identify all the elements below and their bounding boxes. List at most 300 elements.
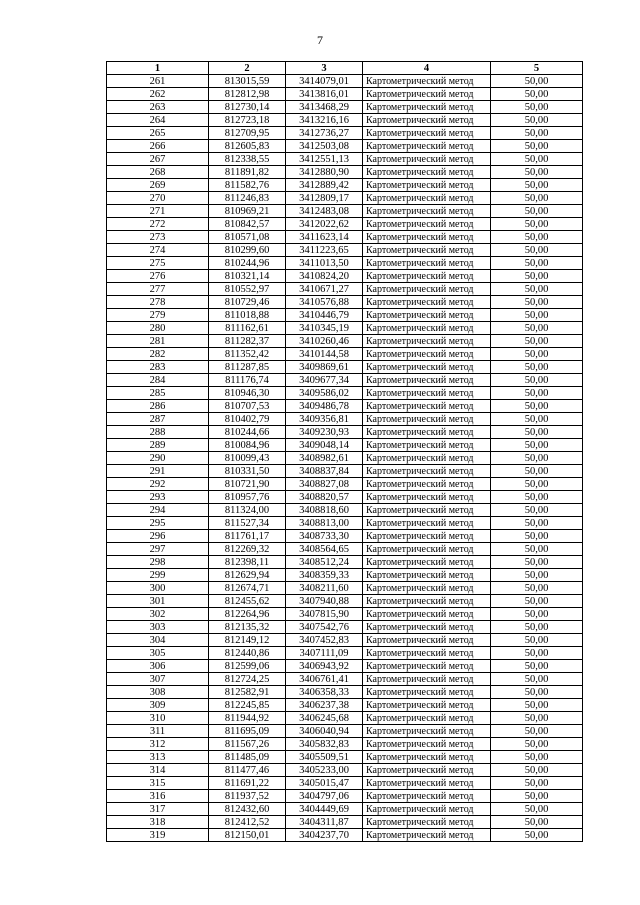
point-number-cell: 280 bbox=[107, 322, 209, 335]
table-row bbox=[107, 270, 583, 283]
point-number-cell: 276 bbox=[107, 270, 209, 283]
point-number-cell: 299 bbox=[107, 569, 209, 582]
method-cell: Картометрический метод bbox=[363, 504, 491, 517]
accuracy-cell: 50,00 bbox=[491, 335, 583, 348]
y-coordinate-cell: 3411223,65 bbox=[286, 244, 363, 257]
table-row bbox=[107, 517, 583, 530]
method-cell: Картометрический метод bbox=[363, 166, 491, 179]
accuracy-cell: 50,00 bbox=[491, 595, 583, 608]
table-row bbox=[107, 829, 583, 842]
y-coordinate-cell: 3413816,01 bbox=[286, 88, 363, 101]
accuracy-cell: 50,00 bbox=[491, 166, 583, 179]
accuracy-cell: 50,00 bbox=[491, 75, 583, 88]
table-row bbox=[107, 790, 583, 803]
method-cell: Картометрический метод bbox=[363, 140, 491, 153]
point-number-cell: 306 bbox=[107, 660, 209, 673]
accuracy-cell: 50,00 bbox=[491, 192, 583, 205]
point-number-cell: 268 bbox=[107, 166, 209, 179]
point-number-cell: 301 bbox=[107, 595, 209, 608]
x-coordinate-cell: 812149,12 bbox=[209, 634, 286, 647]
point-number-cell: 317 bbox=[107, 803, 209, 816]
point-number-cell: 265 bbox=[107, 127, 209, 140]
accuracy-cell: 50,00 bbox=[491, 296, 583, 309]
x-coordinate-cell: 811527,34 bbox=[209, 517, 286, 530]
accuracy-cell: 50,00 bbox=[491, 504, 583, 517]
accuracy-cell: 50,00 bbox=[491, 179, 583, 192]
accuracy-cell: 50,00 bbox=[491, 712, 583, 725]
point-number-cell: 271 bbox=[107, 205, 209, 218]
point-number-cell: 310 bbox=[107, 712, 209, 725]
y-coordinate-cell: 3412551,13 bbox=[286, 153, 363, 166]
table-row bbox=[107, 751, 583, 764]
y-coordinate-cell: 3412503,08 bbox=[286, 140, 363, 153]
accuracy-cell: 50,00 bbox=[491, 270, 583, 283]
method-cell: Картометрический метод bbox=[363, 556, 491, 569]
accuracy-cell: 50,00 bbox=[491, 543, 583, 556]
table-row bbox=[107, 322, 583, 335]
point-number-cell: 292 bbox=[107, 478, 209, 491]
x-coordinate-cell: 812723,18 bbox=[209, 114, 286, 127]
method-cell: Картометрический метод bbox=[363, 569, 491, 582]
y-coordinate-cell: 3410824,20 bbox=[286, 270, 363, 283]
method-cell: Картометрический метод bbox=[363, 101, 491, 114]
accuracy-cell: 50,00 bbox=[491, 673, 583, 686]
method-cell: Картометрический метод bbox=[363, 751, 491, 764]
table-row bbox=[107, 816, 583, 829]
method-cell: Картометрический метод bbox=[363, 413, 491, 426]
x-coordinate-cell: 812135,32 bbox=[209, 621, 286, 634]
table-row bbox=[107, 205, 583, 218]
x-coordinate-cell: 812724,25 bbox=[209, 673, 286, 686]
method-cell: Картометрический метод bbox=[363, 309, 491, 322]
point-number-cell: 313 bbox=[107, 751, 209, 764]
table-row bbox=[107, 452, 583, 465]
coordinates-table bbox=[106, 61, 583, 842]
y-coordinate-cell: 3409486,78 bbox=[286, 400, 363, 413]
point-number-cell: 311 bbox=[107, 725, 209, 738]
table-row bbox=[107, 348, 583, 361]
method-cell: Картометрический метод bbox=[363, 426, 491, 439]
point-number-cell: 272 bbox=[107, 218, 209, 231]
x-coordinate-cell: 811282,37 bbox=[209, 335, 286, 348]
accuracy-cell: 50,00 bbox=[491, 218, 583, 231]
x-coordinate-cell: 810299,60 bbox=[209, 244, 286, 257]
table-row bbox=[107, 764, 583, 777]
point-number-cell: 316 bbox=[107, 790, 209, 803]
table-row bbox=[107, 803, 583, 816]
y-coordinate-cell: 3411013,50 bbox=[286, 257, 363, 270]
table-row bbox=[107, 660, 583, 673]
accuracy-cell: 50,00 bbox=[491, 244, 583, 257]
y-coordinate-cell: 3406358,33 bbox=[286, 686, 363, 699]
y-coordinate-cell: 3409048,14 bbox=[286, 439, 363, 452]
table-row bbox=[107, 88, 583, 101]
table-row bbox=[107, 75, 583, 88]
point-number-cell: 315 bbox=[107, 777, 209, 790]
table-row bbox=[107, 179, 583, 192]
x-coordinate-cell: 812440,86 bbox=[209, 647, 286, 660]
table-row bbox=[107, 231, 583, 244]
column-header-3: 3 bbox=[286, 62, 363, 75]
method-cell: Картометрический метод bbox=[363, 400, 491, 413]
accuracy-cell: 50,00 bbox=[491, 751, 583, 764]
x-coordinate-cell: 811761,17 bbox=[209, 530, 286, 543]
y-coordinate-cell: 3405509,51 bbox=[286, 751, 363, 764]
table-row bbox=[107, 101, 583, 114]
y-coordinate-cell: 3404449,69 bbox=[286, 803, 363, 816]
accuracy-cell: 50,00 bbox=[491, 777, 583, 790]
x-coordinate-cell: 810707,53 bbox=[209, 400, 286, 413]
y-coordinate-cell: 3406761,41 bbox=[286, 673, 363, 686]
x-coordinate-cell: 812730,14 bbox=[209, 101, 286, 114]
y-coordinate-cell: 3409586,02 bbox=[286, 387, 363, 400]
table-row bbox=[107, 569, 583, 582]
method-cell: Картометрический метод bbox=[363, 465, 491, 478]
method-cell: Картометрический метод bbox=[363, 192, 491, 205]
x-coordinate-cell: 810552,97 bbox=[209, 283, 286, 296]
y-coordinate-cell: 3408837,84 bbox=[286, 465, 363, 478]
table-row bbox=[107, 166, 583, 179]
method-cell: Картометрический метод bbox=[363, 374, 491, 387]
point-number-cell: 314 bbox=[107, 764, 209, 777]
y-coordinate-cell: 3410345,19 bbox=[286, 322, 363, 335]
table-row bbox=[107, 725, 583, 738]
x-coordinate-cell: 811891,82 bbox=[209, 166, 286, 179]
y-coordinate-cell: 3408820,57 bbox=[286, 491, 363, 504]
y-coordinate-cell: 3409230,93 bbox=[286, 426, 363, 439]
accuracy-cell: 50,00 bbox=[491, 400, 583, 413]
y-coordinate-cell: 3410671,27 bbox=[286, 283, 363, 296]
y-coordinate-cell: 3412889,42 bbox=[286, 179, 363, 192]
method-cell: Картометрический метод bbox=[363, 205, 491, 218]
accuracy-cell: 50,00 bbox=[491, 699, 583, 712]
accuracy-cell: 50,00 bbox=[491, 608, 583, 621]
point-number-cell: 295 bbox=[107, 517, 209, 530]
accuracy-cell: 50,00 bbox=[491, 465, 583, 478]
table-row bbox=[107, 387, 583, 400]
accuracy-cell: 50,00 bbox=[491, 153, 583, 166]
method-cell: Картометрический метод bbox=[363, 621, 491, 634]
accuracy-cell: 50,00 bbox=[491, 556, 583, 569]
table-body bbox=[107, 75, 583, 842]
accuracy-cell: 50,00 bbox=[491, 725, 583, 738]
table-row bbox=[107, 595, 583, 608]
method-cell: Картометрический метод bbox=[363, 218, 491, 231]
method-cell: Картометрический метод bbox=[363, 257, 491, 270]
x-coordinate-cell: 812582,91 bbox=[209, 686, 286, 699]
method-cell: Картометрический метод bbox=[363, 829, 491, 842]
x-coordinate-cell: 812605,83 bbox=[209, 140, 286, 153]
accuracy-cell: 50,00 bbox=[491, 413, 583, 426]
accuracy-cell: 50,00 bbox=[491, 478, 583, 491]
accuracy-cell: 50,00 bbox=[491, 569, 583, 582]
table-row bbox=[107, 244, 583, 257]
x-coordinate-cell: 812398,11 bbox=[209, 556, 286, 569]
point-number-cell: 298 bbox=[107, 556, 209, 569]
method-cell: Картометрический метод bbox=[363, 244, 491, 257]
table-row bbox=[107, 491, 583, 504]
x-coordinate-cell: 812432,60 bbox=[209, 803, 286, 816]
column-header-5: 5 bbox=[491, 62, 583, 75]
table-row bbox=[107, 153, 583, 166]
accuracy-cell: 50,00 bbox=[491, 803, 583, 816]
x-coordinate-cell: 810244,66 bbox=[209, 426, 286, 439]
x-coordinate-cell: 812709,95 bbox=[209, 127, 286, 140]
accuracy-cell: 50,00 bbox=[491, 361, 583, 374]
method-cell: Картометрический метод bbox=[363, 361, 491, 374]
point-number-cell: 294 bbox=[107, 504, 209, 517]
accuracy-cell: 50,00 bbox=[491, 257, 583, 270]
point-number-cell: 285 bbox=[107, 387, 209, 400]
point-number-cell: 288 bbox=[107, 426, 209, 439]
method-cell: Картометрический метод bbox=[363, 712, 491, 725]
point-number-cell: 275 bbox=[107, 257, 209, 270]
x-coordinate-cell: 811324,00 bbox=[209, 504, 286, 517]
x-coordinate-cell: 810244,96 bbox=[209, 257, 286, 270]
table-row bbox=[107, 621, 583, 634]
table-row bbox=[107, 777, 583, 790]
accuracy-cell: 50,00 bbox=[491, 634, 583, 647]
x-coordinate-cell: 811477,46 bbox=[209, 764, 286, 777]
accuracy-cell: 50,00 bbox=[491, 491, 583, 504]
x-coordinate-cell: 810321,14 bbox=[209, 270, 286, 283]
y-coordinate-cell: 3409869,61 bbox=[286, 361, 363, 374]
x-coordinate-cell: 811695,09 bbox=[209, 725, 286, 738]
x-coordinate-cell: 810946,30 bbox=[209, 387, 286, 400]
accuracy-cell: 50,00 bbox=[491, 738, 583, 751]
table-row bbox=[107, 127, 583, 140]
y-coordinate-cell: 3410144,58 bbox=[286, 348, 363, 361]
y-coordinate-cell: 3406245,68 bbox=[286, 712, 363, 725]
accuracy-cell: 50,00 bbox=[491, 114, 583, 127]
y-coordinate-cell: 3408211,60 bbox=[286, 582, 363, 595]
point-number-cell: 293 bbox=[107, 491, 209, 504]
point-number-cell: 291 bbox=[107, 465, 209, 478]
x-coordinate-cell: 810331,50 bbox=[209, 465, 286, 478]
point-number-cell: 300 bbox=[107, 582, 209, 595]
point-number-cell: 319 bbox=[107, 829, 209, 842]
y-coordinate-cell: 3405233,00 bbox=[286, 764, 363, 777]
table-row bbox=[107, 608, 583, 621]
table-row bbox=[107, 712, 583, 725]
method-cell: Картометрический метод bbox=[363, 387, 491, 400]
accuracy-cell: 50,00 bbox=[491, 140, 583, 153]
x-coordinate-cell: 810721,90 bbox=[209, 478, 286, 491]
table-row bbox=[107, 634, 583, 647]
point-number-cell: 279 bbox=[107, 309, 209, 322]
accuracy-cell: 50,00 bbox=[491, 374, 583, 387]
x-coordinate-cell: 810729,46 bbox=[209, 296, 286, 309]
x-coordinate-cell: 810571,08 bbox=[209, 231, 286, 244]
point-number-cell: 289 bbox=[107, 439, 209, 452]
accuracy-cell: 50,00 bbox=[491, 452, 583, 465]
y-coordinate-cell: 3410446,79 bbox=[286, 309, 363, 322]
x-coordinate-cell: 811567,26 bbox=[209, 738, 286, 751]
x-coordinate-cell: 811352,42 bbox=[209, 348, 286, 361]
table-row bbox=[107, 556, 583, 569]
y-coordinate-cell: 3410260,46 bbox=[286, 335, 363, 348]
table-row bbox=[107, 738, 583, 751]
y-coordinate-cell: 3408818,60 bbox=[286, 504, 363, 517]
method-cell: Картометрический метод bbox=[363, 777, 491, 790]
method-cell: Картометрический метод bbox=[363, 88, 491, 101]
x-coordinate-cell: 811691,22 bbox=[209, 777, 286, 790]
y-coordinate-cell: 3410576,88 bbox=[286, 296, 363, 309]
x-coordinate-cell: 810402,79 bbox=[209, 413, 286, 426]
table-row bbox=[107, 543, 583, 556]
x-coordinate-cell: 811176,74 bbox=[209, 374, 286, 387]
y-coordinate-cell: 3407815,90 bbox=[286, 608, 363, 621]
point-number-cell: 290 bbox=[107, 452, 209, 465]
table-row bbox=[107, 374, 583, 387]
table-row bbox=[107, 439, 583, 452]
column-header-4: 4 bbox=[363, 62, 491, 75]
y-coordinate-cell: 3408512,24 bbox=[286, 556, 363, 569]
method-cell: Картометрический метод bbox=[363, 608, 491, 621]
x-coordinate-cell: 811287,85 bbox=[209, 361, 286, 374]
y-coordinate-cell: 3411623,14 bbox=[286, 231, 363, 244]
table-row bbox=[107, 335, 583, 348]
method-cell: Картометрический метод bbox=[363, 283, 491, 296]
method-cell: Картометрический метод bbox=[363, 673, 491, 686]
point-number-cell: 262 bbox=[107, 88, 209, 101]
method-cell: Картометрический метод bbox=[363, 231, 491, 244]
method-cell: Картометрический метод bbox=[363, 491, 491, 504]
y-coordinate-cell: 3406943,92 bbox=[286, 660, 363, 673]
x-coordinate-cell: 810084,96 bbox=[209, 439, 286, 452]
accuracy-cell: 50,00 bbox=[491, 231, 583, 244]
y-coordinate-cell: 3412483,08 bbox=[286, 205, 363, 218]
table-row bbox=[107, 400, 583, 413]
table-row bbox=[107, 647, 583, 660]
method-cell: Картометрический метод bbox=[363, 296, 491, 309]
table-row bbox=[107, 686, 583, 699]
table-row bbox=[107, 413, 583, 426]
x-coordinate-cell: 810957,76 bbox=[209, 491, 286, 504]
method-cell: Картометрический метод bbox=[363, 660, 491, 673]
x-coordinate-cell: 812455,62 bbox=[209, 595, 286, 608]
x-coordinate-cell: 811937,52 bbox=[209, 790, 286, 803]
point-number-cell: 269 bbox=[107, 179, 209, 192]
table-row bbox=[107, 296, 583, 309]
point-number-cell: 263 bbox=[107, 101, 209, 114]
y-coordinate-cell: 3408827,08 bbox=[286, 478, 363, 491]
table-row bbox=[107, 465, 583, 478]
x-coordinate-cell: 812150,01 bbox=[209, 829, 286, 842]
method-cell: Картометрический метод bbox=[363, 582, 491, 595]
point-number-cell: 303 bbox=[107, 621, 209, 634]
method-cell: Картометрический метод bbox=[363, 114, 491, 127]
y-coordinate-cell: 3407111,09 bbox=[286, 647, 363, 660]
y-coordinate-cell: 3405015,47 bbox=[286, 777, 363, 790]
accuracy-cell: 50,00 bbox=[491, 283, 583, 296]
table-row bbox=[107, 218, 583, 231]
method-cell: Картометрический метод bbox=[363, 543, 491, 556]
y-coordinate-cell: 3408982,61 bbox=[286, 452, 363, 465]
method-cell: Картометрический метод bbox=[363, 439, 491, 452]
x-coordinate-cell: 811246,83 bbox=[209, 192, 286, 205]
accuracy-cell: 50,00 bbox=[491, 205, 583, 218]
point-number-cell: 297 bbox=[107, 543, 209, 556]
table-row bbox=[107, 478, 583, 491]
method-cell: Картометрический метод bbox=[363, 322, 491, 335]
table-row bbox=[107, 257, 583, 270]
x-coordinate-cell: 810969,21 bbox=[209, 205, 286, 218]
accuracy-cell: 50,00 bbox=[491, 322, 583, 335]
accuracy-cell: 50,00 bbox=[491, 790, 583, 803]
y-coordinate-cell: 3412809,17 bbox=[286, 192, 363, 205]
x-coordinate-cell: 812338,55 bbox=[209, 153, 286, 166]
y-coordinate-cell: 3412022,62 bbox=[286, 218, 363, 231]
table-row bbox=[107, 673, 583, 686]
table-row bbox=[107, 699, 583, 712]
x-coordinate-cell: 813015,59 bbox=[209, 75, 286, 88]
table-row bbox=[107, 192, 583, 205]
table-row bbox=[107, 530, 583, 543]
y-coordinate-cell: 3408733,30 bbox=[286, 530, 363, 543]
accuracy-cell: 50,00 bbox=[491, 348, 583, 361]
y-coordinate-cell: 3414079,01 bbox=[286, 75, 363, 88]
point-number-cell: 302 bbox=[107, 608, 209, 621]
accuracy-cell: 50,00 bbox=[491, 764, 583, 777]
accuracy-cell: 50,00 bbox=[491, 426, 583, 439]
x-coordinate-cell: 812264,96 bbox=[209, 608, 286, 621]
accuracy-cell: 50,00 bbox=[491, 517, 583, 530]
accuracy-cell: 50,00 bbox=[491, 309, 583, 322]
y-coordinate-cell: 3408359,33 bbox=[286, 569, 363, 582]
table-row bbox=[107, 114, 583, 127]
method-cell: Картометрический метод bbox=[363, 517, 491, 530]
point-number-cell: 273 bbox=[107, 231, 209, 244]
point-number-cell: 274 bbox=[107, 244, 209, 257]
table-header-row bbox=[107, 62, 583, 75]
x-coordinate-cell: 812245,85 bbox=[209, 699, 286, 712]
table-row bbox=[107, 283, 583, 296]
method-cell: Картометрический метод bbox=[363, 803, 491, 816]
y-coordinate-cell: 3408813,00 bbox=[286, 517, 363, 530]
point-number-cell: 286 bbox=[107, 400, 209, 413]
point-number-cell: 277 bbox=[107, 283, 209, 296]
method-cell: Картометрический метод bbox=[363, 790, 491, 803]
method-cell: Картометрический метод bbox=[363, 530, 491, 543]
accuracy-cell: 50,00 bbox=[491, 816, 583, 829]
point-number-cell: 309 bbox=[107, 699, 209, 712]
y-coordinate-cell: 3413468,29 bbox=[286, 101, 363, 114]
method-cell: Картометрический метод bbox=[363, 686, 491, 699]
point-number-cell: 307 bbox=[107, 673, 209, 686]
y-coordinate-cell: 3404311,87 bbox=[286, 816, 363, 829]
x-coordinate-cell: 810842,57 bbox=[209, 218, 286, 231]
y-coordinate-cell: 3406237,38 bbox=[286, 699, 363, 712]
point-number-cell: 312 bbox=[107, 738, 209, 751]
y-coordinate-cell: 3407452,83 bbox=[286, 634, 363, 647]
x-coordinate-cell: 811582,76 bbox=[209, 179, 286, 192]
accuracy-cell: 50,00 bbox=[491, 621, 583, 634]
table-row bbox=[107, 309, 583, 322]
column-header-2: 2 bbox=[209, 62, 286, 75]
accuracy-cell: 50,00 bbox=[491, 647, 583, 660]
method-cell: Картометрический метод bbox=[363, 738, 491, 751]
x-coordinate-cell: 811018,88 bbox=[209, 309, 286, 322]
point-number-cell: 270 bbox=[107, 192, 209, 205]
y-coordinate-cell: 3404797,06 bbox=[286, 790, 363, 803]
x-coordinate-cell: 812269,32 bbox=[209, 543, 286, 556]
x-coordinate-cell: 811162,61 bbox=[209, 322, 286, 335]
table-row bbox=[107, 361, 583, 374]
accuracy-cell: 50,00 bbox=[491, 387, 583, 400]
point-number-cell: 278 bbox=[107, 296, 209, 309]
method-cell: Картометрический метод bbox=[363, 127, 491, 140]
